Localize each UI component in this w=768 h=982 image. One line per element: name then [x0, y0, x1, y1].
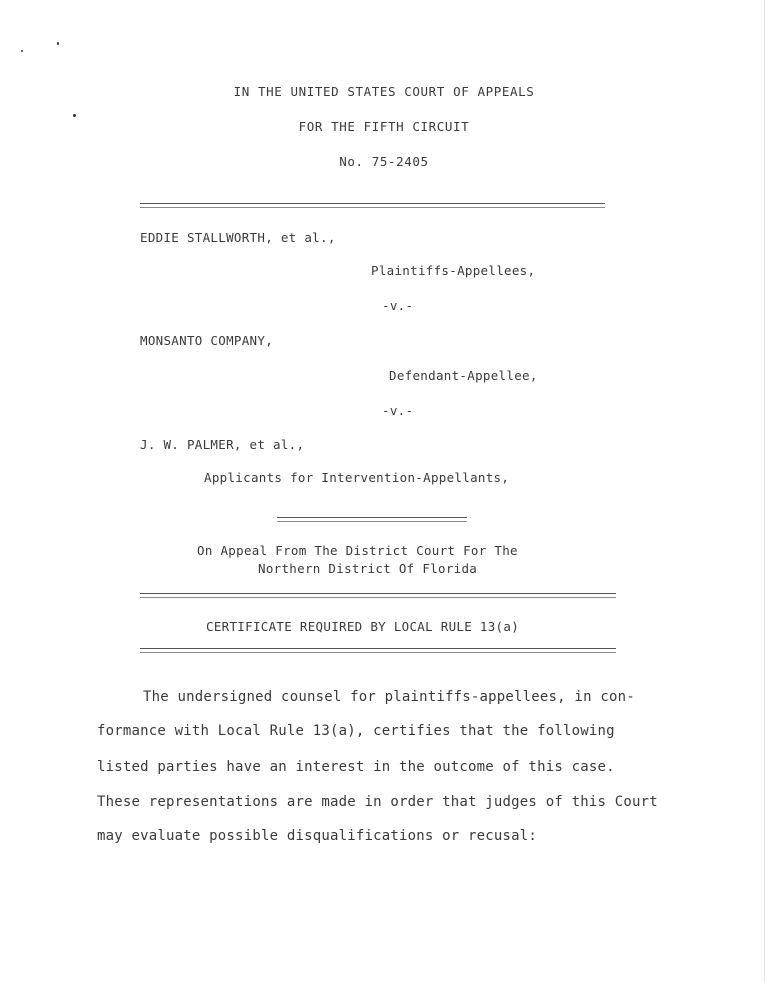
title-divider: [140, 652, 616, 653]
case-number: No. 75-2405: [339, 154, 429, 169]
court-name: IN THE UNITED STATES COURT OF APPEALS: [233, 84, 535, 99]
plaintiff-role: Plaintiffs-Appellees,: [371, 263, 536, 278]
body-line: The undersigned counsel for plaintiffs-appellees, in con-: [143, 689, 635, 705]
body-line: listed parties have an interest in the outcome of this case.: [97, 759, 615, 775]
circuit-name: FOR THE FIFTH CIRCUIT: [298, 119, 470, 134]
scan-edge: [764, 0, 765, 982]
scan-speck: [73, 114, 76, 117]
versus: -v.-: [382, 298, 414, 313]
intervenor-name: J. W. PALMER, et al.,: [140, 437, 305, 452]
header-divider: [140, 207, 605, 208]
body-line: may evaluate possible disqualifications or recusal:: [97, 828, 538, 844]
scan-speck: [57, 42, 59, 45]
versus: -v.-: [382, 403, 414, 418]
defendant-name: MONSANTO COMPANY,: [140, 333, 274, 348]
intervenor-role: Applicants for Intervention-Appellants,: [204, 470, 510, 485]
appeal-line: On Appeal From The District Court For The: [197, 543, 518, 558]
appeal-district: Northern District Of Florida: [258, 561, 478, 576]
body-line: These representations are made in order that judges of this Court: [97, 794, 658, 810]
title-divider: [140, 648, 616, 649]
parties-divider: [277, 521, 467, 522]
defendant-role: Defendant-Appellee,: [389, 368, 538, 383]
certificate-title: CERTIFICATE REQUIRED BY LOCAL RULE 13(a): [206, 619, 520, 634]
appeal-divider: [140, 597, 616, 598]
body-line: formance with Local Rule 13(a), certifies that the following: [97, 723, 615, 739]
plaintiff-name: EDDIE STALLWORTH, et al.,: [140, 230, 336, 245]
header-divider: [140, 203, 605, 204]
appeal-divider: [140, 593, 616, 594]
parties-divider: [277, 517, 467, 518]
scan-speck: [21, 50, 23, 52]
